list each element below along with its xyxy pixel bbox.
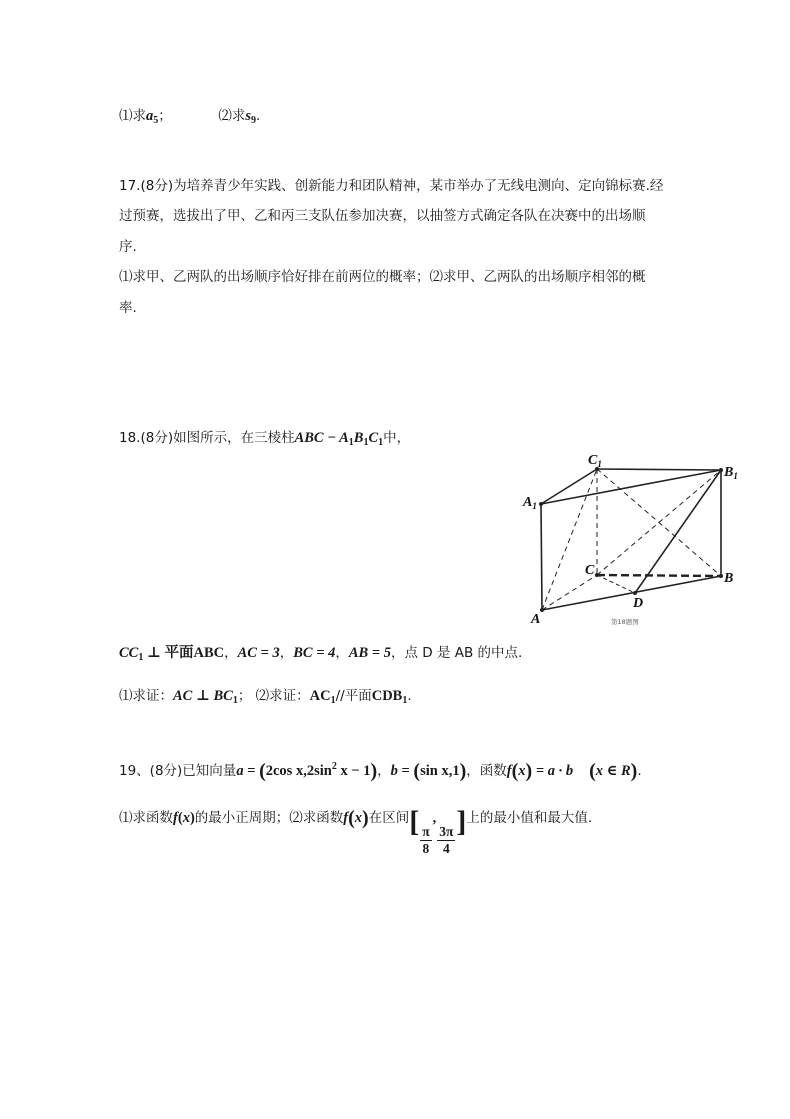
label-b: B [724, 571, 734, 586]
q19-frac2: $\frac{3\pi}{4}$ [439, 824, 454, 856]
label-c1: $C_1$ [588, 453, 602, 469]
label-a1: $A_1$ [523, 495, 537, 511]
q18-bc-eq: BC = 4 [293, 645, 336, 661]
q18-part1-math: AC ⊥ $BC_1$ [173, 688, 238, 706]
q18-ab-eq: AB = 5 [348, 645, 391, 661]
q16-a5: $a_5$ [146, 108, 159, 126]
label-d: D [633, 596, 644, 611]
q17-line3: 序. [119, 239, 137, 255]
edge-c1-b1 [597, 469, 721, 470]
q19-intro: 19、(8分)已知向量a = (2cos $x,2\sin^2$ x − 1)，b = (sin x,1)，函数f(x) = a · b (x ∈ R). [119, 760, 642, 782]
edge-a-c1 [542, 469, 597, 610]
edge-c-d [597, 575, 635, 593]
label-a: A [531, 612, 541, 627]
q19-frac1: $\frac{\pi}{8}$ [422, 824, 430, 856]
q16-part1-label: ⑴求 [119, 108, 146, 124]
edge-a1-a [541, 504, 542, 610]
q18-cc1: $CC_1$ [119, 645, 144, 663]
q18-part2-math: $AC_1$ [309, 688, 336, 706]
q18-parts: ⑴求证：AC ⊥ $BC_1$； ⑵求证：$AC_1//$平面$CDB_1$. [119, 688, 412, 706]
q19-parts: ⑴求函数f(x)的最小正周期；⑵求函数f(x)在区间[ $\frac{\pi}{8}$ , $\frac{3\pi}{4}$ ]上的最小值和最大值. [119, 805, 593, 856]
label-c: C [585, 563, 595, 578]
q19-vec-a: a [236, 763, 244, 779]
q18-ac-eq: AC = 3 [237, 645, 280, 661]
edge-c-b [597, 575, 721, 576]
q16-part2-label: ⑵求 [218, 108, 246, 124]
q17-line2: 过预赛，选拔出了甲、乙和丙三支队伍参加决赛，以抽签方式确定各队在决赛中的出场顺 [119, 208, 646, 224]
q18-conditions: $CC_1$ ⊥ 平面ABC，AC = 3，BC = 4，AB = 5，点 D 是 AB 的中点. [119, 645, 523, 663]
q16-parts: ⑴求$a_5$； ⑵求$s_9$. [119, 108, 261, 126]
q19-domain: x ∈ R [595, 763, 631, 779]
q17-line4: ⑴求甲、乙两队的出场顺序恰好排在前两位的概率；⑵求甲、乙两队的出场顺序相邻的概 [119, 269, 646, 285]
q16-s9: $s_9$ [245, 108, 256, 126]
q18-prism-name: ABC − $A_1B_1C_1$ [294, 430, 384, 448]
q19-vec-b: b [390, 763, 398, 779]
q18-intro: 18.(8分)如图所示，在三棱柱ABC − $A_1B_1C_1$中， [119, 430, 411, 448]
q17-line5: 率. [119, 300, 137, 316]
figure-caption: 第18题图 [611, 618, 639, 626]
prism-figure [515, 452, 760, 630]
q18-plane: $CDB_1$ [371, 688, 408, 706]
q17-line1: 17.(8分)为培养青少年实践、创新能力和团队精神，某市举办了无线电测向、定向锦标赛.经 [119, 178, 664, 194]
label-b1: $B_1$ [724, 465, 738, 481]
q19-f: f [506, 763, 512, 779]
